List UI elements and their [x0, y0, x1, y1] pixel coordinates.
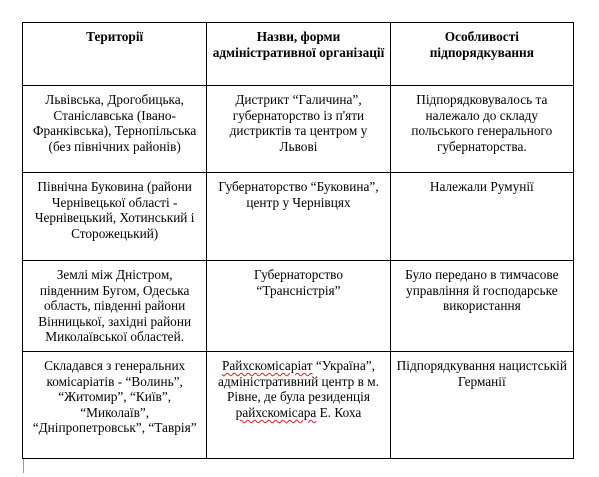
cell-territory: Землі між Дністром, південним Бугом, Одеська область, південні райони Вінницької, західні райони Миколаївської областей.: [23, 261, 207, 352]
cell-territory: Складався з генеральних комісаріатів - “Волинь”, “Житомир”, “Київ”, “Миколаїв”, “Дніпропетровськ”, “Таврія”: [23, 352, 207, 459]
cell-name-text: “Україна”, адміністративний центр в м. Рівне, де була резиденція: [218, 358, 379, 405]
cell-subordination: Підпорядкування нацистській Германії: [390, 352, 573, 459]
cell-subordination: Було передано в тимчасове управління й господарське використання: [390, 261, 573, 352]
cell-name: Губернаторство “Трансністрія”: [207, 261, 390, 352]
cell-name: Губернаторство “Буковина”, центр у Чернівцях: [207, 173, 390, 261]
cell-subordination: Підпорядковувалось та належало до складу польського генерального губернаторства.: [390, 86, 573, 173]
table-row: [23, 261, 574, 352]
header-territories: Території: [23, 23, 207, 86]
cell-subordination: Належали Румунії: [390, 173, 573, 261]
header-subordination: Особливості підпорядкування: [390, 23, 573, 86]
cell-territory: Львівська, Дрогобицька, Станіславська (Івано-Франківська), Тернопільська (без північних районів): [23, 86, 207, 173]
spellcheck-word[interactable]: райхскомісара: [235, 404, 317, 420]
table-row: [23, 173, 574, 261]
cell-name-text: Е. Коха: [316, 404, 362, 420]
text-cursor: [23, 459, 24, 473]
territories-table: [22, 22, 574, 459]
table-header-row: [23, 23, 574, 86]
cell-name: [207, 352, 390, 459]
spellcheck-word[interactable]: Райхскомісаріат: [222, 358, 313, 373]
cell-territory: Північна Буковина (райони Чернівецької області - Чернівецький, Хотинський і Сторожецький): [23, 173, 207, 261]
cell-name: Дистрикт “Галичина”, губернаторство із п'яти дистриктів та центром у Львові: [207, 86, 390, 173]
header-names-forms: Назви, форми адміністративної організації: [207, 23, 390, 86]
table-row: [23, 86, 574, 173]
table-row: [23, 352, 574, 459]
